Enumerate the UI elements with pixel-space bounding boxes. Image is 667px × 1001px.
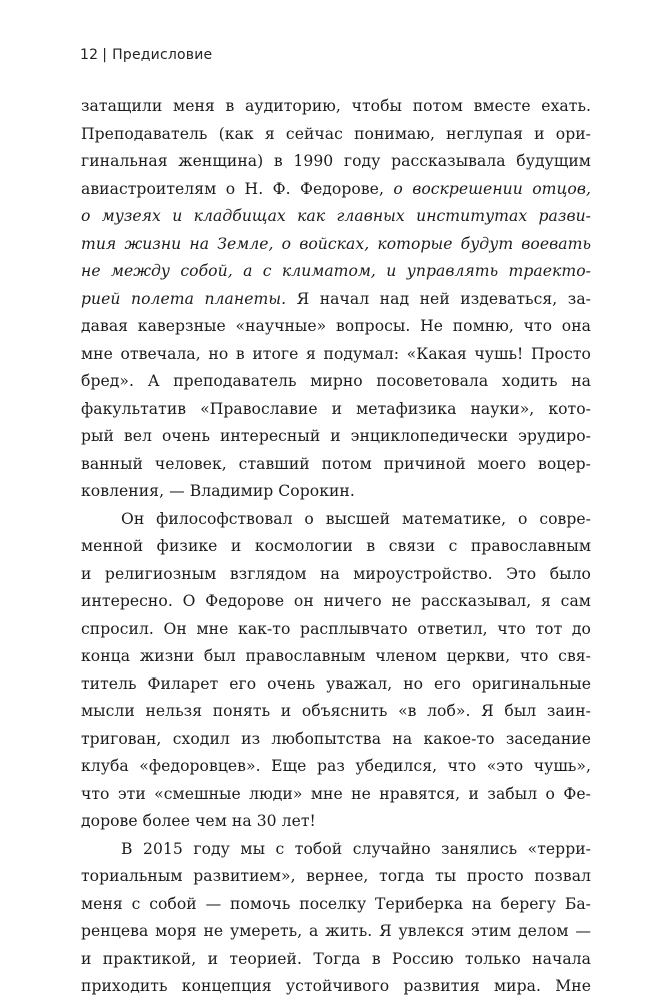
text-line: и практикой, и теорией. Тогда в Россию только начала xyxy=(81,949,591,968)
text-line xyxy=(81,258,591,286)
italic-run: тия жизни на Земле, о войсках, которые будут воевать xyxy=(81,234,591,253)
italic-run: о музеях и кладбищах как главных институтах разви- xyxy=(81,207,591,225)
text-line: Он философствовал о высшей математике, о совре- xyxy=(121,509,591,528)
text-line: менной физике и космологии в связи с православным xyxy=(81,537,591,555)
text-line: ванный человек, ставший потом причиной моего воцер- xyxy=(81,454,591,473)
text-line: мне отвечала, но в итоге я подумал: «Какая чушь! Просто xyxy=(81,344,591,363)
text-run: Я начал над ней издеваться, за- xyxy=(286,289,591,308)
body-text xyxy=(81,93,591,1001)
italic-run: не между собой, а с климатом, и управлять траекто- xyxy=(81,262,591,280)
running-header xyxy=(80,47,212,63)
text-line: ренцева моря не умереть, а жить. Я увлекся этим делом — xyxy=(81,922,591,940)
text-line: затащили меня в аудиторию, чтобы потом вместе ехать. xyxy=(81,97,591,115)
text-line: тригован, сходил из любопытства на какое-то заседание xyxy=(81,729,591,748)
text-line: ковления, — Владимир Сорокин. xyxy=(81,482,355,500)
text-line: приходить концепция устойчивого развития мира. Мне xyxy=(81,977,591,995)
text-line: факультатив «Православие и метафизика науки», кото- xyxy=(81,399,591,418)
text-line: В 2015 году мы с тобой случайно занялись «терри- xyxy=(121,839,591,858)
text-line: клуба «федоровцев». Еще раз убедился, что «это чушь», xyxy=(81,757,591,775)
text-line: давая каверзные «научные» вопросы. Не помню, что она xyxy=(81,317,591,335)
text-line: спросил. Он мне как-то расплывчато ответил, что тот до xyxy=(81,619,591,638)
text-line: ториальным развитием», вернее, тогда ты просто позвал xyxy=(81,867,591,885)
text-line: что эти «смешные люди» мне не нравятся, и забыл о Фе- xyxy=(81,784,591,803)
text-line: меня с собой — помочь поселку Териберка на берегу Ба- xyxy=(81,894,591,913)
text-run: авиастроителям о Н. Ф. Федорове, xyxy=(81,179,394,198)
text-line: мысли нельзя понять и объяснить «в лоб». Я был заин- xyxy=(81,702,591,720)
text-line: бред». А преподаватель мирно посоветовала ходить на xyxy=(81,372,591,390)
italic-run: рией полета планеты. xyxy=(81,289,287,308)
text-line: титель Филарет его очень уважал, но его оригинальные xyxy=(81,674,591,693)
text-line: дорове более чем на 30 лет! xyxy=(81,812,316,830)
text-line xyxy=(81,203,591,231)
header-separator: | xyxy=(102,47,108,63)
text-line: и религиозным взглядом на мироустройство. Это было xyxy=(81,564,591,583)
page-number: 12 xyxy=(80,47,99,63)
text-line: гинальная женщина) в 1990 году рассказывала будущим xyxy=(81,152,591,170)
text-line xyxy=(81,176,591,204)
italic-run: о воскрешении отцов, xyxy=(393,179,591,198)
text-line: рый вел очень интересный и энциклопедически эрудиро- xyxy=(81,427,591,445)
text-line xyxy=(81,286,591,314)
text-line: конца жизни был православным членом церкви, что свя- xyxy=(81,647,591,665)
section-title: Предисловие xyxy=(112,47,213,63)
text-line: интересно. О Федорове он ничего не рассказывал, я сам xyxy=(81,592,591,610)
text-line xyxy=(81,231,591,259)
text-line: Преподаватель (как я сейчас понимаю, неглупая и ори- xyxy=(81,124,591,143)
